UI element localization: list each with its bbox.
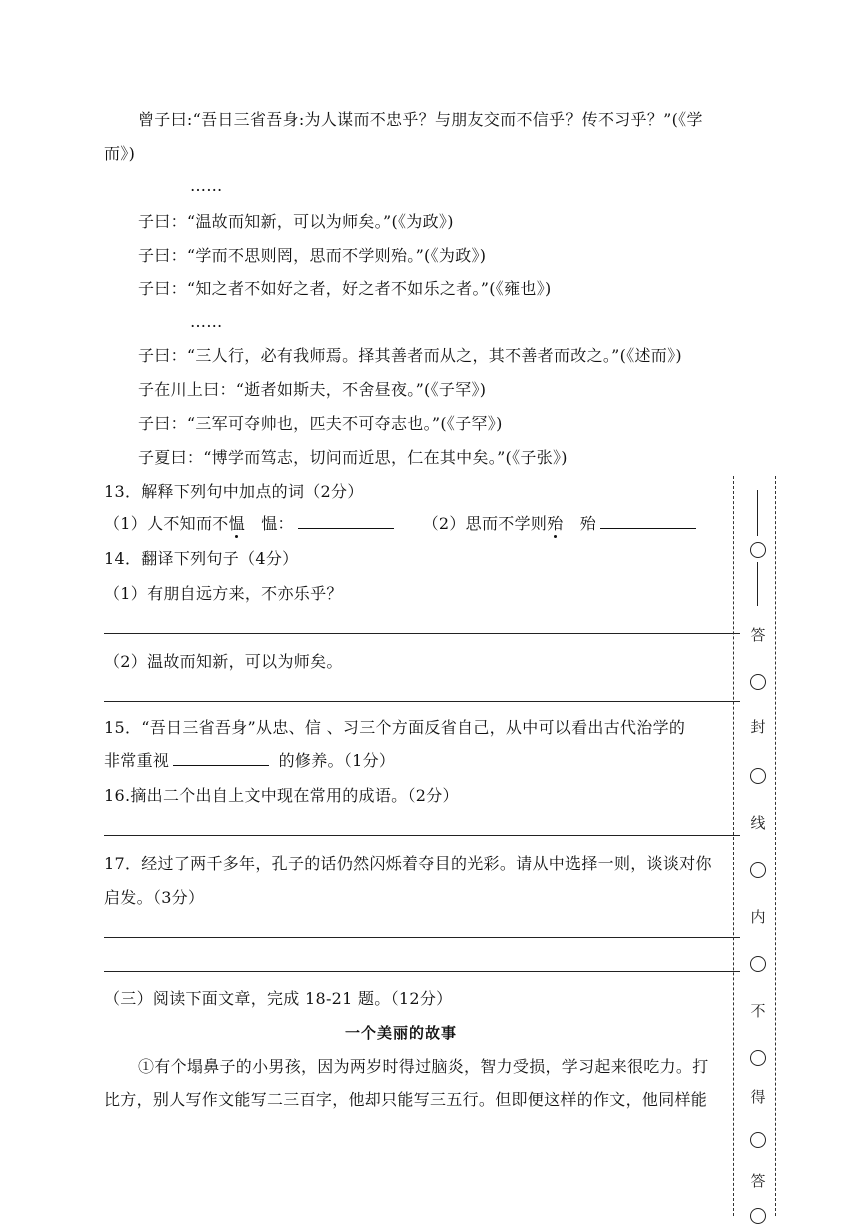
seal-circle <box>750 1208 766 1224</box>
seal-char: 答 <box>750 1172 766 1190</box>
seal-char: 内 <box>750 908 766 926</box>
q15-text: 非常重视 <box>104 751 170 770</box>
q13-part1: （1）人不知而不 <box>104 514 229 533</box>
seal-char: 封 <box>750 718 766 736</box>
q14-sentence-2: （2）温故而知新，可以为师矣。 <box>104 652 343 671</box>
q13-part2: （2）思而不学则 <box>422 514 548 533</box>
answer-line[interactable] <box>104 937 740 938</box>
question-17: 17．经过了两千多年，孔子的话仍然闪烁着夺目的光彩。请从中选择一则，谈谈对你 <box>104 854 712 873</box>
passage-line-8: 子夏曰：“博学而笃志，切问而近思，仁在其中矣。”(《子张》) <box>138 448 568 467</box>
question-16: 16.摘出二个出自上文中现在常用的成语。（2分） <box>104 786 459 805</box>
dotted-word: 愠 <box>228 514 245 533</box>
answer-line[interactable] <box>104 835 740 836</box>
answer-blank[interactable] <box>173 751 269 766</box>
passage-line-6: 子在川上曰：“逝者如斯夫，不舍昼夜。”(《子罕》) <box>138 380 487 399</box>
seal-circle <box>750 862 766 878</box>
passage-line-1: 曾子曰:“吾日三省吾身:为人谋而不忠乎？与朋友交而不信乎？传不习乎？”(《学 <box>138 110 703 129</box>
passage-line-7: 子曰：“三军可夺帅也，匹夫不可夺志也。”(《子罕》) <box>138 414 503 433</box>
q13-part1-label: 愠： <box>244 514 294 533</box>
question-17-cont: 启发。（3分） <box>104 888 205 907</box>
seal-circle <box>750 1050 766 1066</box>
section-3-heading: （三）阅读下面文章，完成 18-21 题。（12分） <box>104 989 453 1008</box>
answer-blank[interactable] <box>600 514 696 529</box>
seal-circle <box>750 674 766 690</box>
passage-line-3: 子曰：“学而不思则罔，思而不学则殆。”(《为政》) <box>138 246 487 265</box>
article-paragraph-1-cont: 比方，别人写作文能写二三百字，他却只能写三五行。但即便这样的作文，他同样能 <box>104 1090 708 1109</box>
seal-char: 线 <box>750 814 766 832</box>
passage-line-4: 子曰：“知之者不如好之者，好之者不如乐之者。”(《雍也》) <box>138 279 552 298</box>
q15-text: 的修养。（1分） <box>273 751 396 770</box>
seal-line-column <box>740 486 776 1226</box>
seal-char: 答 <box>750 626 766 644</box>
q14-sentence-1: （1）有朋自远方来，不亦乐乎？ <box>104 584 343 603</box>
question-15: 15．“吾日三省吾身”从忠、信 、习三个方面反省自己，从中可以看出古代治学的 <box>104 718 686 737</box>
passage-line-5: 子曰：“三人行，必有我师焉。择其善者而从之，其不善者而改之。”(《述而》) <box>138 346 682 365</box>
article-title: 一个美丽的故事 <box>345 1024 458 1042</box>
question-13: 13．解释下列句中加点的词（2分） <box>104 482 364 501</box>
seal-bar <box>757 562 758 606</box>
dotted-word: 殆 <box>547 514 564 533</box>
seal-bar <box>757 490 758 536</box>
answer-blank[interactable] <box>298 514 394 529</box>
q13-part2-label: 殆 <box>563 514 597 533</box>
seal-char: 得 <box>750 1088 766 1106</box>
ellipsis: …… <box>190 176 223 195</box>
answer-line[interactable] <box>104 633 740 634</box>
seal-circle <box>750 1132 766 1148</box>
seal-circle <box>750 956 766 972</box>
seal-char: 不 <box>750 1002 766 1020</box>
answer-line[interactable] <box>104 971 740 972</box>
seal-circle <box>750 768 766 784</box>
article-paragraph-1: ①有个塌鼻子的小男孩，因为两岁时得过脑炎，智力受损，学习起来很吃力。打 <box>138 1057 709 1076</box>
seal-dashed-line-left <box>733 476 734 1216</box>
question-15-cont <box>104 751 395 771</box>
answer-line[interactable] <box>104 701 740 702</box>
passage-line-1-cont: 而》) <box>104 144 136 163</box>
ellipsis: …… <box>190 312 223 331</box>
question-14: 14．翻译下列句子（4分） <box>104 549 299 568</box>
question-13-items <box>104 514 700 534</box>
passage-line-2: 子曰：“温故而知新，可以为师矣。”(《为政》) <box>138 212 454 231</box>
seal-circle <box>750 542 766 558</box>
